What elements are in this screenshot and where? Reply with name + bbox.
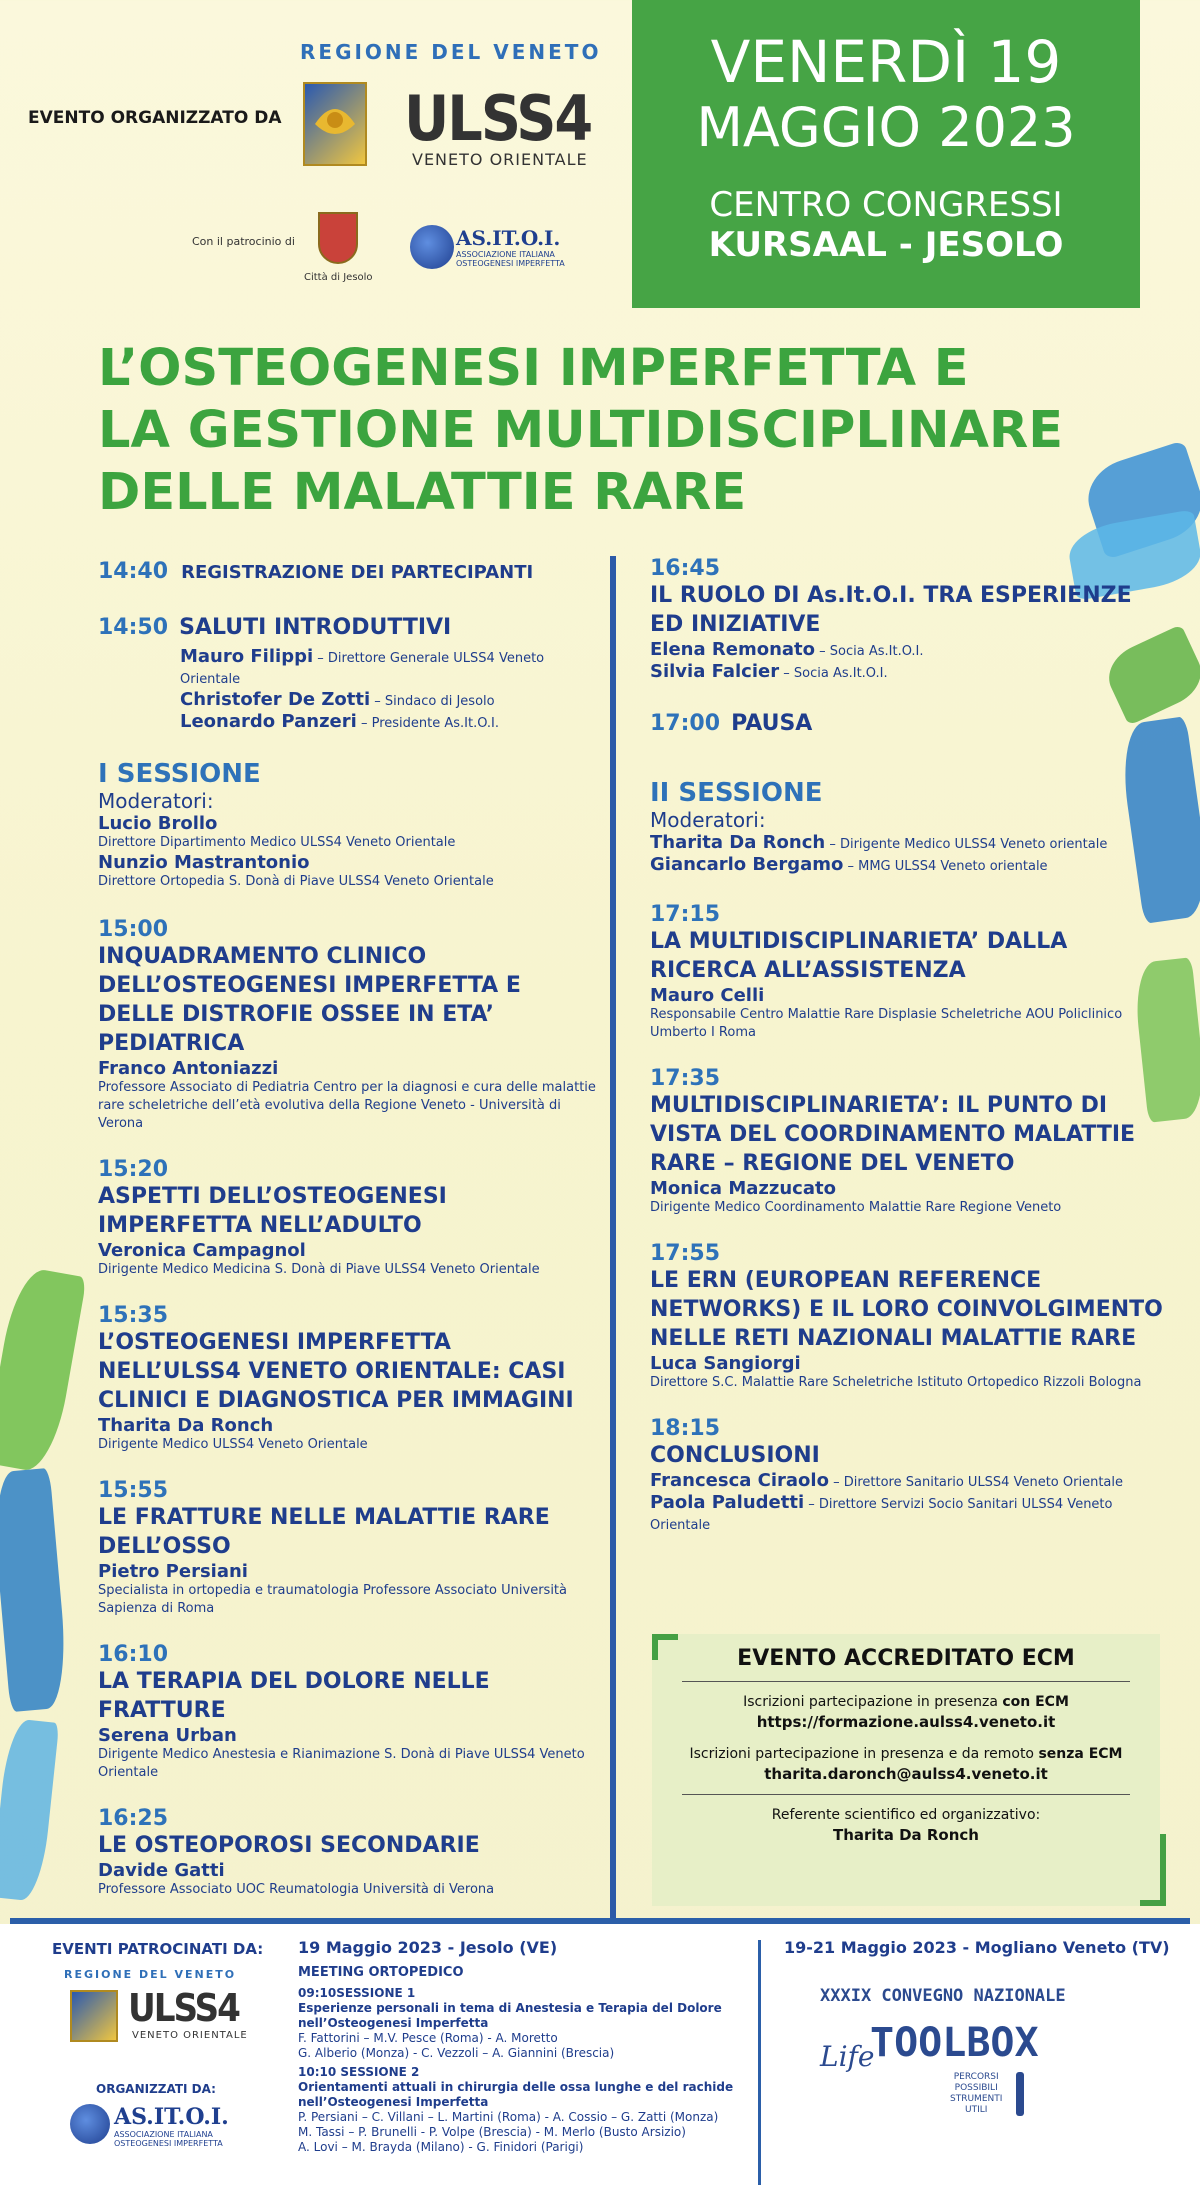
event-title [98,338,1138,524]
divider [682,1794,1130,1795]
date-weekday-day: VENERDÌ 19 [710,28,1062,96]
item-title: LE ERN (EUROPEAN REFERENCE NETWORKS) E IL LORO COINVOLGIMENTO NELLE RETI NAZIONALI MALATTIE RARE [650,1268,1163,1351]
meeting-date-place: 19 Maggio 2023 - Jesolo (VE) [298,1938,558,1957]
time-label: 16:25 [98,1806,169,1831]
jesolo-caption: Città di Jesolo [304,272,373,283]
item-title: MULTIDISCIPLINARIETA’: IL PUNTO DI VISTA DEL COORDINAMENTO MALATTIE RARE – REGIONE DEL VENETO [650,1093,1136,1176]
event-date-box [632,0,1140,308]
speaker-role: Responsabile Centro Malattie Rare Displasie Scheletriche AOU Policlinico Umberto I Roma [650,1007,1123,1040]
wrench-icon [1016,2072,1024,2116]
lifetoolbox-tagline: PERCORSI POSSIBILI STRUMENTI UTILI [950,2072,1003,2115]
time-label: 15:35 [98,1303,169,1328]
time-label: 17:35 [650,1066,721,1091]
speaker-line: Elena Remonato – Socia As.It.O.I. [650,639,924,660]
item-title: LE OSTEOPOROSI SECONDARIE [98,1833,480,1858]
lifetoolbox-logo-text: TOOLBOX [870,2020,1039,2066]
program-item-registration [98,558,598,587]
speaker-line: Francesca Ciraolo – Direttore Sanitario ULSS4 Veneto Orientale [650,1470,1123,1491]
time-label: 17:00 [650,711,721,736]
patronage-label: Con il patrocinio di [192,235,295,248]
speaker-role: Dirigente Medico Anestesia e Rianimazione S. Donà di Piave ULSS4 Veneto Orientale [98,1747,585,1780]
speaker-role: Professore Associato di Pediatria Centro per la diagnosi e cura delle malattie rare scheletriche dell’età evolutiva della Regione Veneto - Università di Verona [98,1080,596,1131]
item-title: LA MULTIDISCIPLINARIETA’ DALLA RICERCA ALL’ASSISTENZA [650,929,1068,983]
convention-title: XXXIX CONVEGNO NAZIONALE [820,1986,1066,2006]
footer-asitoi-logo-subtitle: ASSOCIAZIONE ITALIANA OSTEOGENESI IMPERFETTA [114,2130,223,2148]
title-line: DELLE MALATTIE RARE [98,463,747,522]
moderator-line: Tharita Da Ronch – Dirigente Medico ULSS4 Veneto orientale [650,832,1108,853]
lifetoolbox-logo-script: Life [820,2040,875,2073]
meeting-session-1: 09:10SESSIONE 1 [298,1986,416,2000]
item-title: LE FRATTURE NELLE MALATTIE RARE DELL’OSSO [98,1505,550,1559]
session-heading: II SESSIONE [650,778,823,808]
footer-top-rule [10,1918,1190,1924]
item-title: CONCLUSIONI [650,1443,820,1468]
session-one-block [98,759,598,891]
program-item [650,902,1170,1042]
footer-asitoi-globe-icon [70,2104,110,2144]
ecm-accreditation-box [652,1634,1160,1906]
moderator-name: Lucio Brollo [98,813,218,834]
footer-venice-lion-crest-logo [70,1990,118,2042]
venice-lion-crest-logo [303,82,367,166]
speaker-line: Leonardo Panzeri – Presidente As.It.O.I. [180,711,500,732]
speaker-name: Luca Sangiorgi [650,1353,801,1374]
program-item-break [650,709,1170,738]
speaker-role: Dirigente Medico Medicina S. Donà di Piave ULSS4 Veneto Orientale [98,1262,540,1277]
meeting-session-2-title: Orientamenti attuali in chirurgia delle ossa lunghe e del rachide nell’Osteogenesi Imperfetta [298,2080,734,2109]
session-heading: I SESSIONE [98,759,261,789]
footer-orthopedic-meeting [298,1938,748,2155]
region-name: REGIONE DEL VENETO [300,40,602,64]
time-label: 17:55 [650,1241,721,1266]
speaker-role: Dirigente Medico Coordinamento Malattie Rare Regione Veneto [650,1200,1062,1215]
item-title: L’OSTEOGENESI IMPERFETTA NELL’ULSS4 VENETO ORIENTALE: CASI CLINICI E DIAGNOSTICA PER IMMAGINI [98,1330,574,1413]
ulss-logo-text: ULSS4 [404,82,592,155]
ecm-registration-line: Iscrizioni partecipazione in presenza con ECM [743,1694,1069,1710]
ulss-logo-subtitle: VENETO ORIENTALE [412,150,588,169]
ecm-registration-link[interactable]: https://formazione.aulss4.veneto.it [756,1713,1056,1731]
speaker-name: Davide Gatti [98,1860,225,1881]
title-line: L’OSTEOGENESI IMPERFETTA E [98,339,969,398]
date-month-year: MAGGIO 2023 [696,96,1076,159]
meeting-session-2-speakers: P. Persiani – C. Villani – L. Martini (Roma) - A. Cossio – G. Zatti (Monza) [298,2110,719,2124]
program-item [98,1478,598,1618]
ecm-contact-email[interactable]: tharita.daronch@aulss4.veneto.it [764,1765,1048,1783]
moderator-role: Direttore Ortopedia S. Donà di Piave ULSS4 Veneto Orientale [98,874,494,889]
meeting-session-1-speakers: G. Alberio (Monza) - C. Vezzoli – A. Giannini (Brescia) [298,2046,615,2060]
title-line: LA GESTIONE MULTIDISCIPLINARE [98,401,1064,460]
footer-column-divider [758,1940,761,2185]
ecm-referent-label: Referente scientifico ed organizzativo: [771,1807,1041,1823]
venue-line-1: CENTRO CONGRESSI [709,185,1063,225]
time-label: 17:15 [650,902,721,927]
program-item [650,1066,1170,1217]
program-item [650,1241,1170,1392]
footer-ulss-logo-text: ULSS4 [128,1986,239,2030]
speaker-line: Christofer De Zotti – Sindaco di Jesolo [180,689,495,710]
program-item-welcome [98,613,598,733]
moderators-label: Moderatori: [650,808,766,832]
time-label: 15:20 [98,1157,169,1182]
program-item [650,1416,1170,1535]
ecm-corner-accent [652,1634,678,1660]
speaker-role: Professore Associato UOC Reumatologia Università di Verona [98,1882,495,1897]
footer-asitoi-logo-text: AS.IT.O.I. [114,2104,229,2130]
ecm-title: EVENTO ACCREDITATO ECM [737,1646,1075,1671]
program-left-column [98,558,598,1899]
item-title: PAUSA [731,711,813,736]
time-label: 16:10 [98,1642,169,1667]
footer-region-name: REGIONE DEL VENETO [64,1968,237,1981]
item-title: ASPETTI DELL’OSTEOGENESI IMPERFETTA NELL’ADULTO [98,1184,447,1238]
speaker-name: Veronica Campagnol [98,1240,306,1261]
convention-date-place: 19-21 Maggio 2023 - Mogliano Veneto (TV) [784,1938,1170,1957]
meeting-session-2-speakers: M. Tassi – P. Brunelli - P. Volpe (Brescia) - M. Merlo (Busto Arsizio) [298,2125,686,2139]
footer-organized-label: ORGANIZZATI DA: [96,2082,216,2096]
session-two-block [650,778,1170,876]
meeting-session-1-speakers: F. Fattorini – M.V. Pesce (Roma) - A. Moretto [298,2031,558,2045]
speaker-name: Monica Mazzucato [650,1178,836,1199]
speaker-line: Silvia Falcier – Socia As.It.O.I. [650,661,888,682]
meeting-session-2: 10:10 SESSIONE 2 [298,2065,420,2079]
meeting-session-2-speakers: A. Lovi – M. Brayda (Milano) - G. Finidori (Parigi) [298,2140,584,2154]
organizer-label: EVENTO ORGANIZZATO DA [28,108,282,128]
meeting-session-1-title: Esperienze personali in tema di Anestesia e Terapia del Dolore nell’Osteogenesi Imperfetta [298,2001,722,2030]
asitoi-globe-icon [410,225,454,269]
time-label: 15:55 [98,1478,169,1503]
moderator-name: Nunzio Mastrantonio [98,852,310,873]
venue-line-2: KURSAAL - JESOLO [708,225,1064,265]
speaker-name: Franco Antoniazzi [98,1058,279,1079]
ecm-remote-line: Iscrizioni partecipazione in presenza e da remoto senza ECM [689,1746,1123,1762]
time-label: 14:50 [98,615,169,640]
speaker-name: Mauro Celli [650,985,765,1006]
meeting-type: MEETING ORTOPEDICO [298,1965,464,1980]
speaker-role: Specialista in ortopedia e traumatologia Professore Associato Università Sapienza di Roma [98,1583,567,1616]
time-label: 14:40 [98,559,169,584]
program-item [650,556,1170,683]
jesolo-coat-of-arms-icon [318,212,358,264]
moderators-label: Moderatori: [98,789,214,813]
speaker-name: Tharita Da Ronch [98,1415,274,1436]
brush-stroke-left [0,1265,87,1474]
speaker-name: Pietro Persiani [98,1561,248,1582]
time-label: 18:15 [650,1416,721,1441]
brush-stroke-left [0,1718,59,1902]
asitoi-logo-subtitle: ASSOCIAZIONE ITALIANA OSTEOGENESI IMPERFETTA [456,250,565,268]
speaker-line: Paola Paludetti – Direttore Servizi Socio Sanitari ULSS4 Veneto Orientale [650,1492,1113,1533]
item-title: INQUADRAMENTO CLINICO DELL’OSTEOGENESI IMPERFETTA E DELLE DISTROFIE OSSEE IN ETA’ PEDIATRICA [98,944,521,1056]
moderator-role: Direttore Dipartimento Medico ULSS4 Veneto Orientale [98,835,456,850]
footer-ulss-logo-subtitle: VENETO ORIENTALE [132,2030,248,2041]
divider [682,1681,1130,1682]
time-label: 16:45 [650,556,721,581]
speaker-line: Mauro Filippi – Direttore Generale ULSS4 Veneto Orientale [180,646,545,687]
program-item [98,1303,598,1454]
ecm-referent-name: Tharita Da Ronch [833,1826,979,1844]
speaker-role: Direttore S.C. Malattie Rare Scheletriche Istituto Ortopedico Rizzoli Bologna [650,1375,1142,1390]
program-item [98,917,598,1133]
program-column-divider [610,556,616,1926]
program-right-column [650,556,1170,1535]
program-item [98,1806,598,1899]
item-title: SALUTI INTRODUTTIVI [179,615,452,640]
footer-sponsored-label: EVENTI PATROCINATI DA: [52,1940,264,1958]
time-label: 15:00 [98,917,169,942]
item-title: LA TERAPIA DEL DOLORE NELLE FRATTURE [98,1669,490,1723]
speaker-name: Serena Urban [98,1725,237,1746]
program-item [98,1642,598,1782]
ecm-corner-accent [1140,1834,1166,1906]
item-title: REGISTRAZIONE DEI PARTECIPANTI [181,562,534,583]
program-item [98,1157,598,1279]
asitoi-logo-text: AS.IT.O.I. [456,226,561,250]
moderator-line: Giancarlo Bergamo – MMG ULSS4 Veneto orientale [650,854,1048,875]
brush-stroke-left [0,1468,70,1712]
item-title: IL RUOLO DI As.It.O.I. TRA ESPERIENZE ED INIZIATIVE [650,583,1132,637]
speaker-role: Dirigente Medico ULSS4 Veneto Orientale [98,1437,368,1452]
